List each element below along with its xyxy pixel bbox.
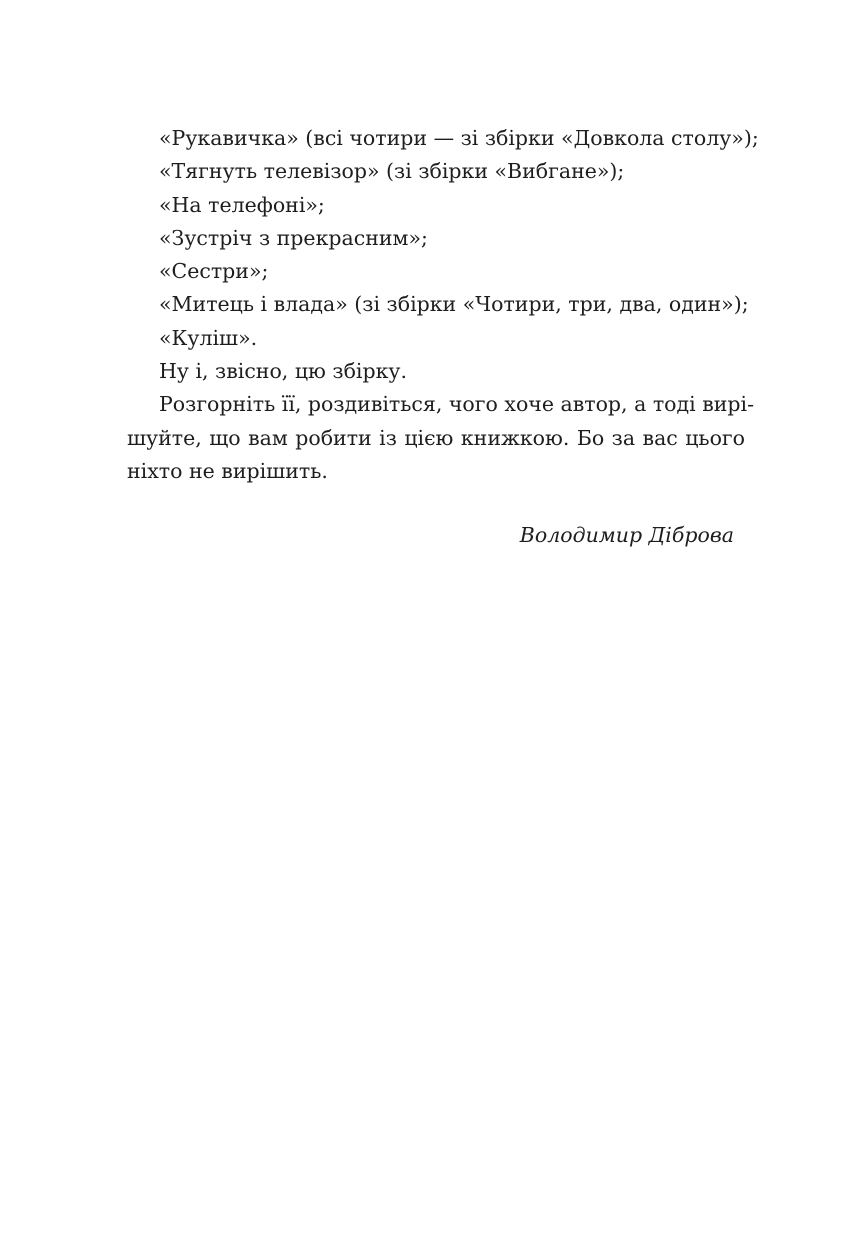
paragraph-line: шуйте, що вам робити із цією книжкою. Бо за вас цього bbox=[127, 425, 745, 450]
paragraph-line: Розгорніть її, роздивіться, чого хоче автор, а тоді вирі- bbox=[159, 392, 755, 417]
list-item: «Сестри»; bbox=[159, 259, 269, 284]
list-item: «Митець і влада» (зі збірки «Чотири, три, два, один»); bbox=[159, 292, 749, 317]
body-text bbox=[127, 122, 759, 488]
list-item: «На телефоні»; bbox=[159, 192, 325, 217]
author-signature: Володимир Діброва bbox=[519, 523, 734, 547]
list-item: «Куліш». bbox=[159, 325, 258, 350]
final-paragraph bbox=[127, 388, 755, 488]
list-item: «Тягнуть телевізор» (зі збірки «Вибгане»); bbox=[159, 159, 625, 184]
list-item: «Рукавичка» (всі чотири — зі збірки «Довкола столу»); bbox=[159, 126, 759, 150]
paragraph-line: ніхто не вирішить. bbox=[127, 458, 328, 483]
list-item: «Зустріч з прекрасним»; bbox=[159, 225, 428, 250]
paragraph-line: Ну і, звісно, цю збірку. bbox=[159, 359, 407, 384]
